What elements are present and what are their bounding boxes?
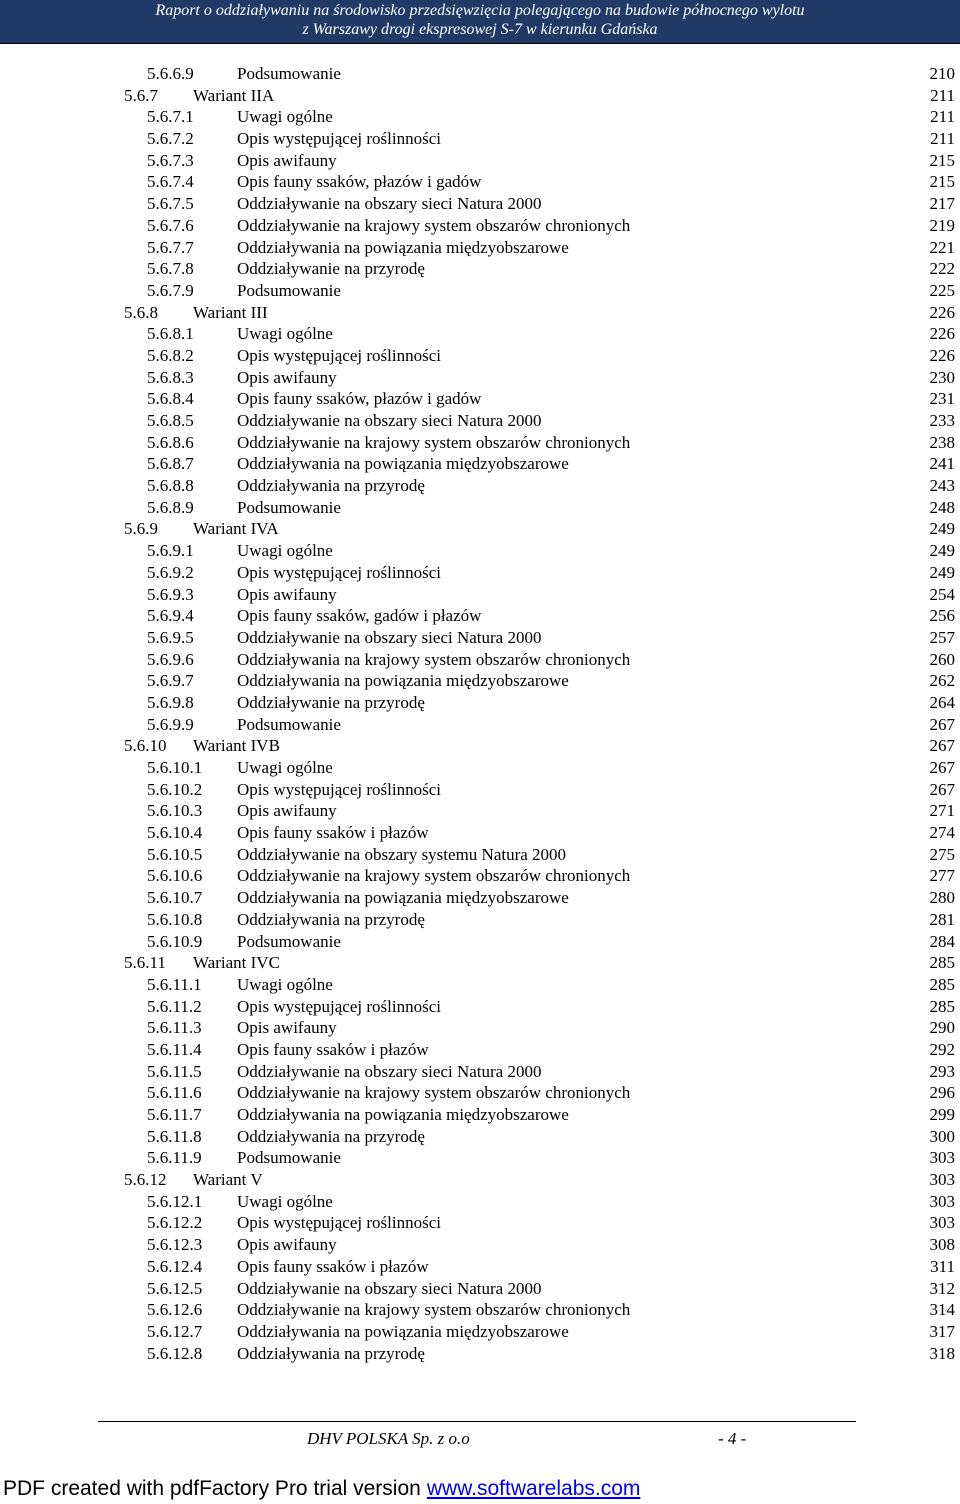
- toc-entry-page: 284: [929, 931, 955, 951]
- document-header: [0, 0, 960, 44]
- toc-entry-title: Oddziaływania na powiązania międzyobszarowe: [237, 671, 569, 691]
- toc-entry-page: 292: [929, 1039, 955, 1059]
- toc-entry-page: 233: [929, 411, 955, 430]
- toc-entry-number: 5.6.11.8: [147, 1126, 202, 1146]
- toc-entry-title: Oddziaływanie na przyrodę: [237, 259, 425, 279]
- toc-entry-title: Opis fauny ssaków, płazów i gadów: [237, 172, 482, 192]
- toc-entry-title: Oddziaływania na powiązania międzyobszarowe: [237, 237, 569, 257]
- toc-entry-title: Oddziaływanie na obszary systemu Natura 2000: [237, 844, 567, 864]
- toc-entry-number: 5.6.8.8: [147, 476, 194, 496]
- toc-entry-page: 215: [929, 172, 955, 192]
- toc-entry-page: 267: [929, 758, 955, 777]
- toc-entry-page: 299: [929, 1105, 955, 1124]
- toc-entry-title: Oddziaływanie na przyrodę: [237, 692, 425, 712]
- toc-entry[interactable]: [0, 302, 960, 324]
- toc-entry[interactable]: [0, 952, 960, 974]
- toc-entry-title: Opis występującej roślinności: [237, 129, 441, 149]
- toc-entry-number: 5.6.7.4: [147, 172, 194, 192]
- toc-entry-page: 277: [929, 866, 955, 886]
- toc-entry[interactable]: [0, 150, 960, 172]
- toc-entry-title: Oddziaływania na powiązania międzyobszarowe: [237, 888, 569, 908]
- toc-entry-title: Oddziaływanie na krajowy system obszarów chronionych: [237, 866, 631, 886]
- toc-entry-number: 5.6.9.5: [147, 627, 194, 647]
- toc-entry[interactable]: [0, 432, 960, 454]
- toc-entry-title: Uwagi ogólne: [237, 974, 333, 994]
- toc-entry[interactable]: [0, 106, 960, 128]
- toc-entry-page: 312: [929, 1278, 955, 1298]
- toc-entry-number: 5.6.10.5: [147, 844, 203, 864]
- toc-entry-number: 5.6.7.1: [147, 107, 194, 127]
- toc-entry-number: 5.6.8.3: [147, 367, 194, 387]
- toc-entry[interactable]: [0, 1082, 960, 1104]
- toc-entry-page: 217: [929, 194, 955, 214]
- toc-entry-title: Wariant IVB: [193, 736, 280, 756]
- toc-entry[interactable]: [0, 692, 960, 714]
- toc-entry-page: 256: [929, 606, 955, 626]
- toc-entry-page: 248: [929, 497, 955, 517]
- toc-entry-page: 262: [929, 671, 955, 691]
- toc-entry[interactable]: [0, 518, 960, 540]
- toc-entry-number: 5.6.10.1: [147, 758, 203, 777]
- toc-entry-page: 267: [929, 714, 955, 734]
- toc-entry[interactable]: [0, 345, 960, 367]
- toc-entry-page: 296: [929, 1083, 955, 1103]
- toc-entry-title: Wariant V: [193, 1170, 263, 1190]
- toc-entry-number: 5.6.7.8: [147, 259, 194, 279]
- toc-entry[interactable]: [0, 670, 960, 692]
- toc-entry[interactable]: [0, 844, 960, 866]
- toc-entry-title: Opis występującej roślinności: [237, 996, 441, 1016]
- banner-link[interactable]: www.softwarelabs.com: [426, 1477, 641, 1500]
- toc-entry[interactable]: [0, 1343, 960, 1365]
- toc-entry-number: 5.6.6.9: [147, 64, 194, 83]
- toc-entry-page: 211: [930, 85, 955, 105]
- toc-entry-number: 5.6.11.6: [147, 1083, 202, 1103]
- toc-entry[interactable]: [0, 85, 960, 107]
- toc-entry[interactable]: [0, 627, 960, 649]
- toc-entry-page: 280: [929, 888, 955, 908]
- toc-entry-number: 5.6.10: [124, 736, 167, 756]
- toc-entry[interactable]: [0, 714, 960, 736]
- banner-text: PDF created with pdfFactory Pro trial version: [3, 1477, 421, 1500]
- toc-entry[interactable]: [0, 1256, 960, 1278]
- toc-entry[interactable]: [0, 822, 960, 844]
- toc-entry-number: 5.6.11.5: [147, 1061, 202, 1081]
- toc-entry-title: Oddziaływania na przyrodę: [237, 1126, 425, 1146]
- toc-entry[interactable]: [0, 1017, 960, 1039]
- toc-entry-title: Oddziaływanie na obszary sieci Natura 2000: [237, 411, 542, 430]
- toc-entry-number: 5.6.9.3: [147, 584, 194, 604]
- toc-entry-number: 5.6.10.9: [147, 931, 203, 951]
- toc-entry-number: 5.6.11.1: [147, 974, 202, 994]
- footer-divider: [98, 1421, 856, 1422]
- toc-entry-page: 257: [929, 627, 955, 647]
- toc-entry-title: Opis występującej roślinności: [237, 779, 441, 799]
- toc-entry-page: 243: [929, 476, 955, 496]
- toc-entry[interactable]: [0, 1104, 960, 1126]
- toc-entry-page: 249: [929, 541, 955, 561]
- toc-entry-title: Opis fauny ssaków, płazów i gadów: [237, 389, 482, 409]
- footer-company: DHV POLSKA Sp. z o.o: [307, 1429, 470, 1448]
- toc-entry-page: 317: [929, 1321, 955, 1341]
- toc-entry-title: Oddziaływanie na krajowy system obszarów chronionych: [237, 215, 631, 235]
- toc-entry-title: Uwagi ogólne: [237, 758, 333, 777]
- toc-entry[interactable]: [0, 1212, 960, 1234]
- toc-entry-number: 5.6.9.9: [147, 714, 194, 734]
- toc-entry-title: Oddziaływanie na obszary sieci Natura 2000: [237, 1278, 542, 1298]
- toc-entry-page: 303: [929, 1148, 955, 1168]
- toc-entry[interactable]: [0, 410, 960, 432]
- toc-entry-number: 5.6.7.7: [147, 237, 194, 257]
- toc-entry-number: 5.6.10.2: [147, 779, 203, 799]
- toc-entry-page: 285: [929, 996, 955, 1016]
- toc-entry-page: 211: [930, 129, 955, 149]
- toc-entry-page: 249: [929, 519, 955, 539]
- toc-entry-page: 226: [929, 302, 955, 322]
- toc-entry-page: 221: [929, 237, 955, 257]
- toc-entry[interactable]: [0, 909, 960, 931]
- toc-entry-page: 311: [930, 1256, 955, 1276]
- toc-entry[interactable]: [0, 931, 960, 953]
- toc-entry-title: Oddziaływania na krajowy system obszarów chronionych: [237, 649, 631, 669]
- toc-entry-title: Oddziaływania na powiązania międzyobszarowe: [237, 1321, 569, 1341]
- toc-entry[interactable]: [0, 562, 960, 584]
- toc-entry-number: 5.6.8.4: [147, 389, 194, 409]
- toc-entry-number: 5.6.11.3: [147, 1018, 202, 1038]
- toc-entry-page: 300: [929, 1126, 955, 1146]
- toc-entry-number: 5.6.9.7: [147, 671, 194, 691]
- toc-entry-page: 215: [929, 150, 955, 170]
- toc-entry[interactable]: [0, 367, 960, 389]
- toc-entry[interactable]: [0, 63, 960, 85]
- toc-entry-page: 318: [929, 1343, 955, 1363]
- toc-entry[interactable]: [0, 193, 960, 215]
- toc-entry-number: 5.6.8.9: [147, 497, 194, 517]
- toc-entry[interactable]: [0, 1299, 960, 1321]
- toc-entry-page: 308: [929, 1235, 955, 1255]
- toc-entry-title: Oddziaływanie na obszary sieci Natura 2000: [237, 194, 542, 214]
- toc-entry-number: 5.6.7.6: [147, 215, 194, 235]
- toc-entry-page: 303: [929, 1191, 955, 1211]
- toc-entry-title: Oddziaływania na przyrodę: [237, 476, 425, 496]
- toc-entry[interactable]: [0, 1126, 960, 1148]
- toc-entry-page: 249: [929, 562, 955, 582]
- toc-entry-title: Wariant IIA: [193, 85, 275, 105]
- toc-entry-page: 293: [929, 1061, 955, 1081]
- toc-entry[interactable]: [0, 735, 960, 757]
- toc-entry-title: Opis awifauny: [237, 801, 337, 821]
- toc-entry-number: 5.6.12.7: [147, 1321, 203, 1341]
- toc-entry-number: 5.6.9.1: [147, 541, 194, 561]
- toc-entry-number: 5.6.10.7: [147, 888, 203, 908]
- toc-entry-title: Opis fauny ssaków i płazów: [237, 823, 429, 843]
- toc-entry[interactable]: [0, 1278, 960, 1300]
- toc-entry-page: 225: [929, 280, 955, 300]
- toc-entry[interactable]: [0, 865, 960, 887]
- toc-entry-number: 5.6.10.4: [147, 823, 203, 843]
- toc-entry-page: 285: [929, 974, 955, 994]
- footer-page-number: - 4 -: [718, 1429, 747, 1448]
- toc-entry[interactable]: [0, 1061, 960, 1083]
- toc-entry-number: 5.6.7.2: [147, 129, 194, 149]
- toc-entry-title: Oddziaływania na przyrodę: [237, 909, 425, 929]
- toc-entry-title: Opis awifauny: [237, 367, 337, 387]
- toc-entry-page: 211: [930, 107, 955, 127]
- toc-entry-number: 5.6.8.1: [147, 324, 194, 344]
- toc-entry[interactable]: [0, 779, 960, 801]
- toc-entry-title: Opis awifauny: [237, 1018, 337, 1038]
- pdf-creator-banner: [0, 1473, 960, 1504]
- toc-entry-number: 5.6.11.9: [147, 1148, 202, 1168]
- toc-entry-page: 303: [929, 1213, 955, 1233]
- toc-entry[interactable]: [0, 800, 960, 822]
- toc-entry-page: 226: [929, 345, 955, 365]
- toc-entry-page: 303: [929, 1170, 955, 1190]
- toc-entry-number: 5.6.12.5: [147, 1278, 203, 1298]
- toc-entry-page: 290: [929, 1018, 955, 1038]
- toc-entry-title: Uwagi ogólne: [237, 324, 333, 344]
- toc-entry-number: 5.6.12.1: [147, 1191, 203, 1211]
- toc-entry-title: Oddziaływania na przyrodę: [237, 1343, 425, 1363]
- toc-entry-title: Podsumowanie: [237, 931, 341, 951]
- toc-entry-title: Opis awifauny: [237, 584, 337, 604]
- toc-entry-page: 254: [929, 584, 955, 604]
- toc-entry[interactable]: [0, 1234, 960, 1256]
- toc-entry-title: Opis występującej roślinności: [237, 345, 441, 365]
- toc-entry-title: Oddziaływanie na obszary sieci Natura 2000: [237, 627, 542, 647]
- toc-entry-page: 230: [929, 367, 955, 387]
- toc-entry[interactable]: [0, 1039, 960, 1061]
- toc-entry-title: Oddziaływania na powiązania międzyobszarowe: [237, 1105, 569, 1124]
- toc-entry[interactable]: [0, 757, 960, 779]
- toc-entry[interactable]: [0, 497, 960, 519]
- header-line-1: Raport o oddziaływaniu na środowisko przedsięwzięcia polegającego na budowie północnego wylotu: [155, 2, 805, 19]
- toc-entry-number: 5.6.7: [124, 85, 158, 105]
- toc-entry-number: 5.6.7.3: [147, 150, 194, 170]
- toc-entry-page: 219: [929, 215, 955, 235]
- toc-entry-number: 5.6.11.2: [147, 996, 202, 1016]
- toc-entry[interactable]: [0, 237, 960, 259]
- toc-entry-title: Podsumowanie: [237, 497, 341, 517]
- toc-entry-number: 5.6.9: [124, 519, 158, 539]
- toc-entry-title: Opis fauny ssaków, gadów i płazów: [237, 606, 482, 626]
- toc-entry-title: Wariant III: [193, 302, 268, 322]
- toc-entry-title: Wariant IVA: [193, 519, 279, 539]
- toc-entry-title: Podsumowanie: [237, 280, 341, 300]
- toc-entry-title: Oddziaływanie na krajowy system obszarów chronionych: [237, 1300, 631, 1320]
- toc-entry-title: Podsumowanie: [237, 714, 341, 734]
- toc-entry-title: Oddziaływanie na krajowy system obszarów chronionych: [237, 432, 631, 452]
- toc-entry-page: 241: [929, 454, 955, 474]
- toc-entry-page: 281: [929, 909, 955, 929]
- toc-entry-number: 5.6.8: [124, 302, 158, 322]
- toc-entry-page: 285: [929, 953, 955, 973]
- toc-entry-title: Opis fauny ssaków i płazów: [237, 1256, 429, 1276]
- toc-entry-number: 5.6.11: [124, 953, 166, 973]
- toc-entry-number: 5.6.12.2: [147, 1213, 203, 1233]
- toc-entry-page: 226: [929, 324, 955, 344]
- toc-entry[interactable]: [0, 974, 960, 996]
- toc-entry[interactable]: [0, 215, 960, 237]
- toc-entry-title: Oddziaływanie na krajowy system obszarów chronionych: [237, 1083, 631, 1103]
- toc-entry-number: 5.6.11.7: [147, 1105, 202, 1124]
- toc-entry-number: 5.6.12: [124, 1170, 167, 1190]
- toc-entry[interactable]: [0, 1169, 960, 1191]
- toc-entry-number: 5.6.12.8: [147, 1343, 203, 1363]
- toc-entry-number: 5.6.8.5: [147, 411, 194, 430]
- toc-entry-number: 5.6.8.6: [147, 432, 194, 452]
- toc-entry[interactable]: [0, 475, 960, 497]
- toc-entry[interactable]: [0, 605, 960, 627]
- toc-entry[interactable]: [0, 388, 960, 410]
- toc-entry-page: 267: [929, 736, 955, 756]
- toc-entry-number: 5.6.7.9: [147, 280, 194, 300]
- toc-entry-title: Opis fauny ssaków i płazów: [237, 1039, 429, 1059]
- toc-entry[interactable]: [0, 258, 960, 280]
- toc-entry[interactable]: [0, 996, 960, 1018]
- toc-entry-page: 222: [929, 259, 955, 279]
- toc-entry-title: Podsumowanie: [237, 1148, 341, 1168]
- toc-entry-title: Uwagi ogólne: [237, 107, 333, 127]
- toc-entry-number: 5.6.11.4: [147, 1039, 202, 1059]
- toc-entry-title: Oddziaływanie na obszary sieci Natura 2000: [237, 1061, 542, 1081]
- toc-entry-number: 5.6.12.6: [147, 1300, 203, 1320]
- toc-entry-title: Uwagi ogólne: [237, 541, 333, 561]
- header-line-2: z Warszawy drogi ekspresowej S-7 w kierunku Gdańska: [302, 21, 658, 38]
- toc-entry-number: 5.6.9.2: [147, 562, 194, 582]
- header-divider: [0, 43, 960, 44]
- toc-entry-page: 231: [929, 389, 955, 409]
- toc-entry[interactable]: [0, 540, 960, 562]
- toc-entry[interactable]: [0, 1147, 960, 1169]
- banner-text-wrap: [3, 1473, 640, 1504]
- toc-entry-page: 210: [929, 64, 955, 83]
- toc-entry[interactable]: [0, 1321, 960, 1343]
- toc-entry-number: 5.6.10.8: [147, 909, 203, 929]
- toc-entry-page: 275: [929, 844, 955, 864]
- toc-entry-number: 5.6.9.4: [147, 606, 194, 626]
- toc-entry-number: 5.6.10.3: [147, 801, 203, 821]
- toc-entry-number: 5.6.12.3: [147, 1235, 203, 1255]
- toc-entry-page: 264: [929, 692, 955, 712]
- toc-entry[interactable]: [0, 453, 960, 475]
- toc-entry-page: 314: [929, 1300, 955, 1320]
- toc-entry-page: 271: [929, 801, 955, 821]
- toc-entry-title: Uwagi ogólne: [237, 1191, 333, 1211]
- toc-entry[interactable]: [0, 887, 960, 909]
- toc-entry-number: 5.6.8.7: [147, 454, 194, 474]
- toc-entry[interactable]: [0, 584, 960, 606]
- toc-entry[interactable]: [0, 128, 960, 150]
- toc-entry-title: Opis występującej roślinności: [237, 1213, 441, 1233]
- toc-entry-number: 5.6.9.6: [147, 649, 194, 669]
- toc-entry-number: 5.6.10.6: [147, 866, 203, 886]
- toc-entry-title: Opis awifauny: [237, 150, 337, 170]
- toc-entry[interactable]: [0, 171, 960, 193]
- toc-entry-title: Opis awifauny: [237, 1235, 337, 1255]
- toc-entry-title: Opis występującej roślinności: [237, 562, 441, 582]
- toc-entry-number: 5.6.8.2: [147, 345, 194, 365]
- toc-entry[interactable]: [0, 649, 960, 671]
- toc-entry-page: 238: [929, 432, 955, 452]
- toc-entry-number: 5.6.9.8: [147, 692, 194, 712]
- toc-entry-title: Podsumowanie: [237, 64, 341, 83]
- toc-entry-page: 274: [929, 823, 955, 843]
- toc-entry[interactable]: [0, 323, 960, 345]
- toc-entry[interactable]: [0, 1191, 960, 1213]
- toc-entry-title: Wariant IVC: [193, 953, 280, 973]
- toc-entry-number: 5.6.12.4: [147, 1256, 203, 1276]
- toc-entry[interactable]: [0, 280, 960, 302]
- table-of-contents: [0, 63, 960, 1364]
- toc-entry-number: 5.6.7.5: [147, 194, 194, 214]
- toc-entry-title: Oddziaływania na powiązania międzyobszarowe: [237, 454, 569, 474]
- toc-entry-page: 267: [929, 779, 955, 799]
- toc-entry-page: 260: [929, 649, 955, 669]
